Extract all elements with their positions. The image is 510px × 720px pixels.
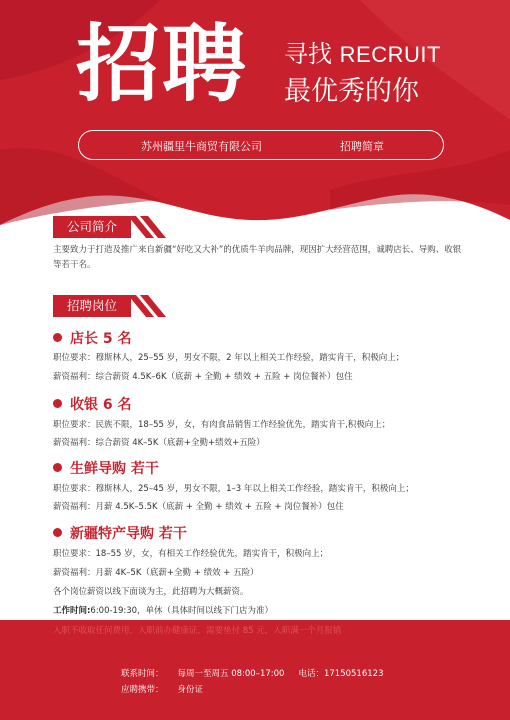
position-title: 收银 6 名 (53, 398, 132, 412)
slogan-line-1 (284, 42, 441, 66)
slogan-en: RECRUIT (339, 42, 441, 67)
tag-stripes-decoration (128, 216, 178, 238)
poster-title: 招聘 (76, 15, 249, 113)
position-benefits: 薪资福利：月薪 4.5K–5.5K（底薪 + 全勤 + 绩效 + 五险 + 岗位餐补）包住 (53, 502, 344, 512)
work-time (53, 604, 273, 616)
position-title: 生鲜导购 若干 (53, 462, 159, 476)
work-time-value: 6:00-19:30，单休（具体时间以线下门店为准） (90, 606, 274, 616)
brochure-label: 招聘简章 (340, 140, 384, 153)
position-benefits: 薪资福利：综合薪资 4.5K–6K（底薪 + 全勤 + 绩效 + 五险 + 岗位餐补）包住 (53, 372, 353, 382)
bullet-dot-icon (53, 528, 62, 537)
position-requirement: 职位要求：民族不限，18–55 岁，女，有肉食品销售工作经验优先，踏实肯干,积极向上； (53, 420, 391, 430)
position-requirement: 职位要求：穆斯林人，25–45 岁，男女不限，1–3 年以上相关工作经验，踏实肯干，积极向上； (53, 484, 414, 494)
phone-value: 17150516123 (323, 669, 384, 679)
contact-time-value: 每周一至周五 08:00–17:00 (177, 669, 285, 679)
bring-label: 应聘携带： (121, 685, 164, 695)
intro-text: 主要致力于打造及推广来自新疆“好吃又大补”的优质牛羊肉品牌，现因扩大经营范围，诚聘店长、导购、收银等若干名。 (53, 245, 462, 270)
position-benefits: 薪资福利：综合薪资 4K–5K（底薪+全勤+绩效+五险） (53, 438, 265, 448)
contact-line (121, 667, 397, 679)
position-requirement: 职位要求：穆斯林人，25–55 岁，男女不限，2 年以上相关工作经验，踏实肯干，积极向上； (53, 353, 405, 363)
work-time-label: 工作时间: (53, 606, 91, 616)
phone-label: 电话： (298, 669, 324, 679)
position-title: 新疆特产导购 若干 (53, 527, 187, 541)
position-title: 店长 5 名 (53, 332, 132, 346)
slogan-cn: 寻找 (284, 40, 332, 68)
position-requirement: 职位要求：18–55 岁，女，有相关工作经验优先，踏实肯干，积极向上； (53, 549, 329, 559)
bullet-dot-icon (53, 463, 62, 472)
contact-time-label: 联系时间： (121, 669, 164, 679)
company-name: 苏州疆里牛商贸有限公司 (141, 140, 262, 153)
bullet-dot-icon (53, 333, 62, 342)
tag-stripes-decoration (128, 295, 178, 317)
position-benefits: 薪资福利：月薪 4K–5K（底薪+全勤 + 绩效 + 五险） (53, 568, 259, 578)
section-tag-intro: 公司简介 (53, 216, 131, 238)
section-tag-positions: 招聘岗位 (53, 295, 131, 317)
bring-value: 身份证 (177, 685, 204, 695)
bullet-dot-icon (53, 399, 62, 408)
slogan-line-2: 最优秀的你 (284, 76, 419, 107)
salary-note: 各个岗位薪资以线下面谈为主，此招聘为大概薪资。 (53, 587, 249, 597)
bring-line (121, 683, 217, 695)
fee-notice: 入职不收取任何费用，入职前办健康证，需要垫付 85 元，入职满一个月报销 (53, 626, 342, 636)
